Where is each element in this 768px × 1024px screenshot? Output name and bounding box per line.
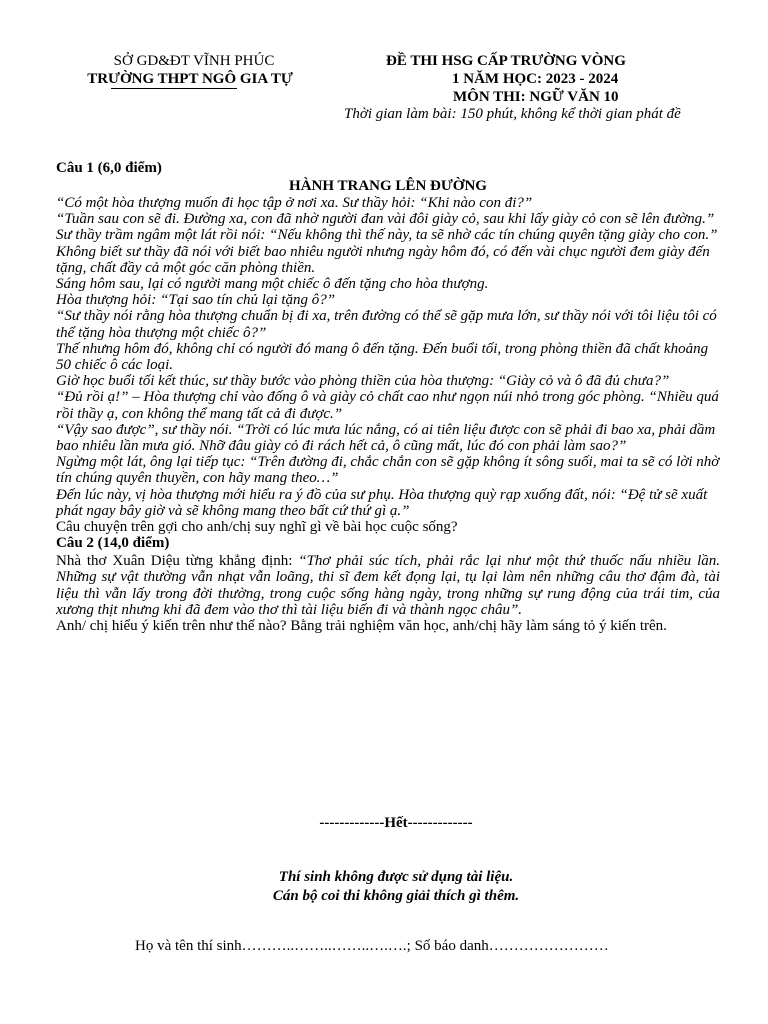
exam-subject: MÔN THI: NGỮ VĂN 10: [453, 89, 619, 105]
question1-heading: Câu 1 (6,0 điểm): [56, 160, 162, 176]
story-paragraph: Không biết sư thầy đã nói với biết bao nhiêu người nhưng ngày hôm đó, có đến vài chục người đem giày đến tặng, chất đầy cả một góc căn phòng thiền.: [56, 243, 710, 276]
question2-prompt: Anh/ chị hiểu ý kiến trên như thế nào? Bằng trải nghiệm văn học, anh/chị hãy làm sáng tỏ ý kiến trên.: [56, 618, 667, 635]
story-paragraph: Đến lúc này, vị hòa thượng mới hiểu ra ý đồ của sư phụ. Hòa thượng quỳ rạp xuống đất, nói: “Đệ tử sẽ xuất phát ngay bây giờ và sẽ không mang theo bất cứ thứ gì ạ.”: [56, 486, 708, 519]
story-paragraph: “Vậy sao được”, sư thầy nói. “Trời có lúc mưa lúc nắng, có ai tiên liệu được con sẽ phải đi bao xa, phải dầm bao nhiêu lần mưa gió. Nhỡ đâu giày cỏ đi rách hết cả, ô cũng mất, lúc đó con phải làm sao?”: [56, 421, 716, 455]
story-paragraph: Giờ học buổi tối kết thúc, sư thầy bước vào phòng thiền của hòa thượng: “Giày cỏ và ô đã đủ chưa?”: [56, 373, 670, 390]
school-underline: [111, 88, 237, 89]
note-no-materials: Thí sinh không được sử dụng tài liệu.: [278, 869, 514, 885]
story-paragraph: “Sư thầy nói rằng hòa thượng chuẩn bị đi xa, trên đường có thể sẽ gặp mưa lớn, sư thầy nói với tôi liệu tôi có thể tặng hòa thượng một chiếc ô?”: [56, 308, 717, 341]
story-paragraph: “Tuần sau con sẽ đi. Đường xa, con đã nhờ người đan vài đôi giày cỏ, sau khi lấy giày cỏ con sẽ lên đường.”: [56, 211, 715, 228]
exam-title-line2: 1 NĂM HỌC: 2023 - 2024: [452, 71, 619, 87]
story-paragraph: Sáng hôm sau, lại có người mang một chiếc ô đến tặng cho hòa thượng.: [56, 276, 489, 293]
candidate-info-line: Họ và tên thí sinh………..……..……..….….; Số báo danh……………………: [135, 938, 609, 954]
story-paragraph: Thế nhưng hôm đó, không chỉ có người đó mang ô đến tặng. Đến buổi tối, trong phòng thiền đã chất khoảng 50 chiếc ô các loại.: [56, 340, 709, 374]
story-paragraph: Sư thầy trầm ngâm một lát rồi nói: “Nếu không thì thế này, ta sẽ nhờ các tín chúng quyên tặng giày cho con.”: [56, 227, 718, 244]
story-paragraph: “Đủ rồi ạ!” – Hòa thượng chỉ vào đống ô và giày cỏ chất cao như ngọn núi nhỏ trong góc phòng. “Nhiều quá rồi thầy ạ, con không thể mang tất cả đi được.”: [56, 389, 719, 422]
exam-content: [56, 160, 720, 635]
question2-quote-paragraph: [56, 553, 720, 619]
story-title: HÀNH TRANG LÊN ĐƯỜNG: [289, 177, 487, 194]
school-name: TRƯỜNG THPT NGÔ GIA TỰ: [87, 71, 293, 87]
story-paragraph: Hòa thượng hỏi: “Tại sao tín chủ lại tặng ô?”: [56, 292, 336, 309]
exam-title-line1: ĐỀ THI HSG CẤP TRƯỜNG VÒNG: [386, 53, 626, 69]
header-right: [344, 52, 724, 123]
xuan-dieu-quote: “Thơ phải súc tích, phải rắc lại như một thứ thuốc nấu nhiều lần. Những sự vật thường vẫn nhạt vẫn loãng, thi sĩ đem kết đọng lại, tụ lại làm nên những câu thơ đậm đà, tài liệu thì vẫn lấy trong đời thường, trong cuộc sống hàng ngày, trong những sự rung động của trái tim, của xương thịt nhưng khi đã đem vào thơ thì tài liệu biến đi và thành ngọc châu”.: [56, 552, 720, 618]
note-no-explanation: Cán bộ coi thi không giải thích gì thêm.: [272, 888, 520, 904]
story-paragraph: Ngừng một lát, ông lại tiếp tục: “Trên đường đi, chắc chắn con sẽ gặp không ít sông suối, mai ta sẽ có lời nhờ tín chúng quyên thuyền, con hãy mang theo…”: [56, 454, 720, 487]
question1-prompt: Câu chuyện trên gợi cho anh/chị suy nghĩ gì về bài học cuộc sống?: [56, 519, 458, 536]
question2-heading: Câu 2 (14,0 điểm): [56, 535, 170, 552]
department-name: SỞ GD&ĐT VĨNH PHÚC: [113, 53, 275, 69]
header-left: [60, 52, 320, 89]
exam-notes: [0, 868, 768, 906]
exam-time-note: Thời gian làm bài: 150 phút, không kể thời gian phát đề: [344, 106, 681, 122]
story-paragraph: “Có một hòa thượng muốn đi học tập ở nơi xa. Sư thầy hỏi: “Khi nào con đi?”: [56, 195, 533, 211]
end-mark: -------------Hết-------------: [319, 815, 473, 831]
question2-intro: Nhà thơ Xuân Diệu từng khẳng định:: [56, 552, 299, 569]
